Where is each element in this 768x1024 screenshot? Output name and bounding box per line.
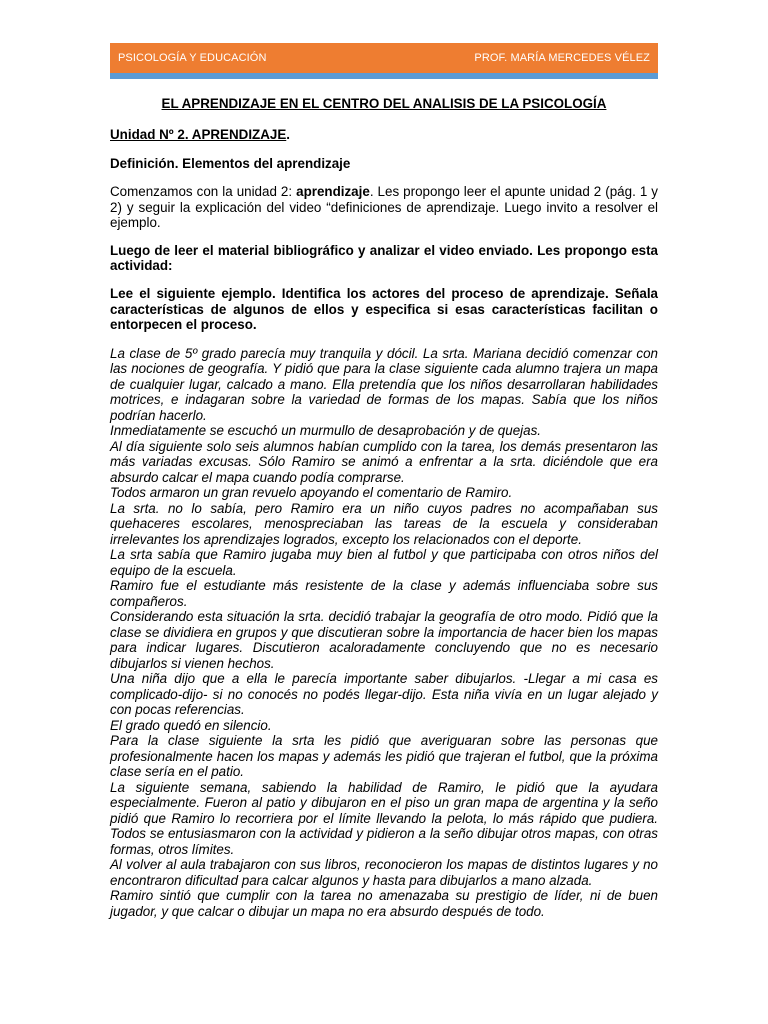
intro-paragraph <box>110 184 658 231</box>
story-paragraph: La siguiente semana, sabiendo la habilidad de Ramiro, le pidió que la ayudara especialmente. Fueron al patio y dibujaron en el piso un gran mapa de argentina y la seño pidió que Ramiro lo recorriera por el límite llevando la pelota, lo más rápido que pudiera. Todos se entusiasmaron con la actividad y pidieron a la seño dibujar otros mapas, con otras formas, otros límites. <box>110 779 658 857</box>
story-paragraph: Al volver al aula trabajaron con sus libros, reconocieron los mapas de distintos lugares y no encontraron dificultad para calcar algunos y hasta para dibujarlos a mano alzada. <box>110 857 658 888</box>
story-paragraph: Ramiro fue el estudiante más resistente de la clase y además influenciaba sobre sus compañeros. <box>110 578 658 609</box>
story-paragraph: Considerando esta situación la srta. decidió trabajar la geografía de otro modo. Pidió que la clase se dividiera en grupos y que discutieran sobre la importancia de hacer bien los mapas para indicar lugares. Discutieron acaloradamente concluyendo que no es necesario dibujarlos si vienen hechos. <box>110 609 658 671</box>
header-professor-name: PROF. MARÍA MERCEDES VÉLEZ <box>474 52 650 64</box>
header-accent-stripe <box>110 73 658 79</box>
unit-title-text: Unidad Nº 2. APRENDIZAJE <box>110 127 287 142</box>
story-paragraph: Al día siguiente solo seis alumnos habían cumplido con la tarea, los demás presentaron las más variadas excusas. Sólo Ramiro se animó a enfrentar a la srta. diciéndole que era absurdo calcar el mapa cuando podía comprarse. <box>110 438 658 485</box>
section-title: Definición. Elementos del aprendizaje <box>110 156 351 171</box>
story-paragraph: La srta. no lo sabía, pero Ramiro era un niño cuyos padres no acompañaban sus quehaceres escolares, menospreciaban las tareas de la escuela y consideraban irrelevantes los aprendizajes logrados, excepto los relacionados con el deporte. <box>110 500 658 547</box>
activity-intro: Luego de leer el material bibliográfico y analizar el video enviado. Les propongo esta actividad: <box>110 242 658 274</box>
intro-text-start: Comenzamos con la unidad 2: <box>110 184 297 199</box>
story-paragraph: Inmediatamente se escuchó un murmullo de desaprobación y de quejas. <box>110 423 541 439</box>
intro-bold-term: aprendizaje <box>296 184 370 199</box>
story-example <box>110 346 658 920</box>
story-paragraph: La srta sabía que Ramiro jugaba muy bien al futbol y que participaba con otros niños del equipo de la escuela. <box>110 547 658 578</box>
story-paragraph: Para la clase siguiente la srta les pidió que averiguaran sobre las personas que profesionalmente hacen los mapas y además les pidió que trajeran el futbol, que la próxima clase sería en el patio. <box>110 733 658 780</box>
header-course-name: PSICOLOGÍA Y EDUCACIÓN <box>118 52 267 64</box>
document-body <box>110 96 658 919</box>
page-header-bar <box>110 43 658 73</box>
story-paragraph: Una niña dijo que a ella le parecía importante saber dibujarlos. -Llegar a mi casa es complicado-dijo- si no conocés no podés llegar-dijo. Esta niña vivía en un lugar alejado y con pocas referencias. <box>110 671 658 718</box>
story-paragraph: El grado quedó en silencio. <box>110 717 272 733</box>
story-paragraph: La clase de 5º grado parecía muy tranquila y dócil. La srta. Mariana decidió comenzar con las nociones de geografía. Y pidió que para la clase siguiente cada alumno trajera un mapa de cualquier lugar, calcado a mano. Ella pretendía que los niños desarrollaran habilidades motrices, e indagaran sobre la variedad de formas de los mapas. Sabía que los niños podrían hacerlo. <box>110 345 658 423</box>
story-paragraph: Ramiro sintió que cumplir con la tarea no amenazaba su prestigio de líder, ni de buen jugador, y que calcar o dibujar un mapa no era absurdo después de todo. <box>110 888 658 919</box>
document-title: EL APRENDIZAJE EN EL CENTRO DEL ANALISIS DE LA PSICOLOGÍA <box>161 96 607 111</box>
intro-text-end: . Les propongo leer el apunte unidad 2 (pág. 1 y 2) y seguir la explicación del video “definiciones de aprendizaje. Luego invito a resolver el ejemplo. <box>110 184 658 231</box>
unit-title-period: . <box>286 127 290 142</box>
unit-title <box>110 127 658 143</box>
story-paragraph: Todos armaron un gran revuelo apoyando el comentario de Ramiro. <box>110 485 513 501</box>
activity-instruction: Lee el siguiente ejemplo. Identifica los actores del proceso de aprendizaje. Señala características de algunos de ellos y especifica si esas características facilitan o entorpecen el proceso. <box>110 285 658 333</box>
